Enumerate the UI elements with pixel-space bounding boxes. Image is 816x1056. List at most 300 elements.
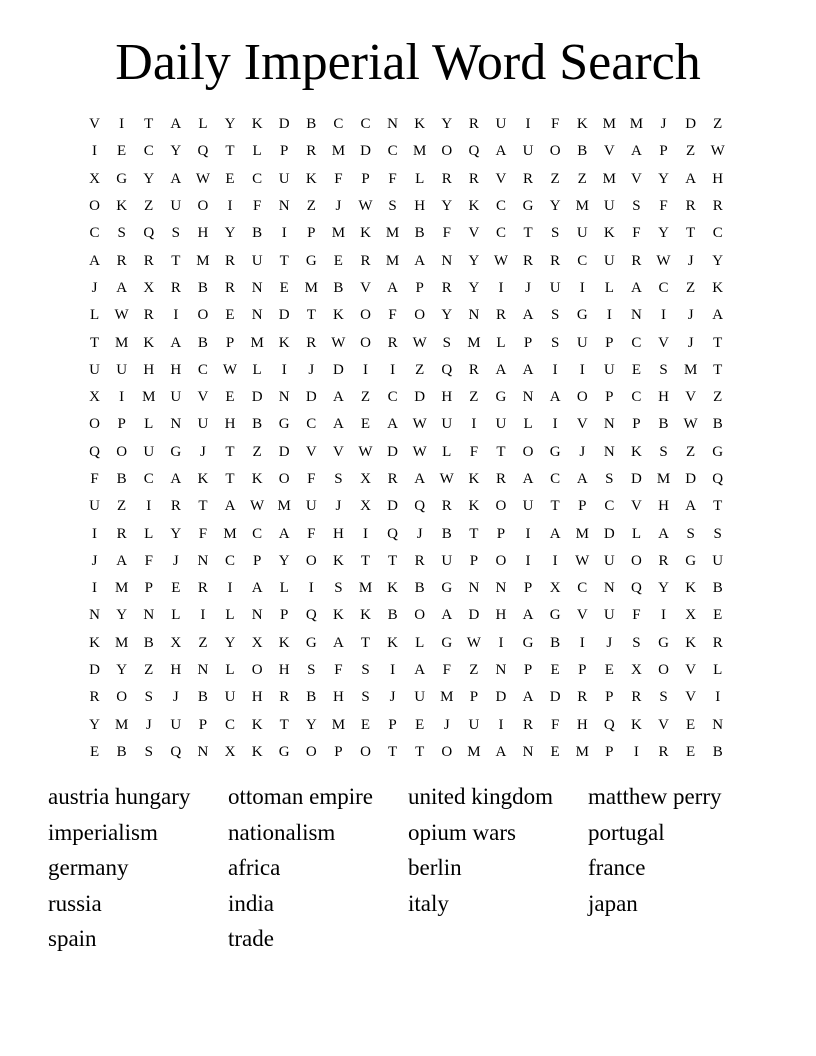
grid-letter: W: [358, 443, 373, 460]
grid-letter: Q: [414, 498, 426, 515]
grid-letter: L: [279, 580, 289, 597]
word-list-item: berlin: [408, 855, 462, 881]
grid-letter: S: [334, 580, 343, 597]
grid-letter: Z: [686, 443, 696, 460]
grid-letter: R: [89, 689, 100, 706]
grid-row: [81, 630, 733, 657]
grid-letter: T: [713, 361, 723, 378]
grid-letter: B: [387, 607, 398, 624]
grid-letter: U: [522, 143, 534, 160]
grid-letter: U: [441, 416, 453, 433]
grid-letter: P: [280, 143, 289, 160]
grid-letter: R: [631, 689, 642, 706]
grid-letter: B: [252, 225, 263, 242]
grid-letter: F: [550, 716, 560, 733]
grid-letter: O: [197, 307, 209, 324]
word-list-item: trade: [228, 926, 274, 952]
grid-letter: T: [387, 743, 398, 760]
grid-letter: Z: [117, 498, 127, 515]
grid-letter: G: [305, 252, 317, 269]
grid-letter: S: [442, 334, 451, 351]
grid-letter: H: [495, 607, 507, 624]
word-list-item: spain: [48, 926, 97, 952]
grid-letter: U: [170, 198, 182, 215]
grid-letter: R: [577, 689, 588, 706]
grid-letter: P: [523, 580, 533, 597]
grid-letter: M: [114, 716, 129, 733]
grid-letter: J: [91, 552, 98, 569]
grid-row: [81, 329, 733, 356]
grid-letter: C: [306, 416, 317, 433]
grid-letter: O: [360, 743, 371, 760]
grid-letter: M: [575, 525, 589, 542]
grid-letter: U: [170, 389, 182, 406]
grid-row: [81, 439, 733, 466]
grid-letter: B: [143, 634, 154, 651]
grid-letter: J: [606, 634, 613, 651]
grid-letter: P: [523, 334, 533, 351]
grid-letter: S: [171, 225, 180, 242]
grid-letter: T: [279, 716, 289, 733]
grid-letter: L: [442, 443, 452, 460]
grid-letter: U: [549, 279, 561, 296]
grid-letter: E: [713, 607, 723, 624]
grid-letter: M: [114, 580, 129, 597]
grid-letter: J: [200, 443, 206, 460]
grid-letter: P: [605, 689, 614, 706]
grid-letter: M: [142, 389, 156, 406]
grid-letter: I: [362, 361, 368, 378]
grid-letter: O: [414, 307, 426, 324]
grid-letter: I: [552, 361, 558, 378]
grid-letter: T: [279, 252, 289, 269]
word-list-item: nationalism: [228, 819, 336, 845]
grid-letter: M: [277, 498, 291, 515]
grid-letter: U: [603, 361, 615, 378]
grid-letter: N: [278, 198, 290, 215]
grid-letter: A: [522, 471, 534, 487]
grid-letter: L: [415, 170, 425, 187]
grid-letter: E: [225, 170, 235, 187]
grid-letter: H: [332, 689, 344, 706]
grid-letter: S: [659, 443, 668, 460]
grid-letter: V: [89, 116, 100, 133]
grid-letter: K: [305, 170, 317, 187]
word-list-item: africa: [228, 855, 281, 881]
grid-letter: D: [414, 389, 426, 406]
grid-letter: Z: [198, 634, 208, 651]
grid-letter: X: [251, 634, 263, 651]
grid-letter: M: [467, 743, 481, 760]
grid-letter: N: [89, 607, 100, 624]
grid-letter: O: [197, 198, 209, 215]
grid-letter: K: [251, 471, 263, 487]
grid-letter: P: [469, 552, 479, 569]
grid-letter: Z: [144, 662, 154, 679]
grid-letter: J: [443, 716, 450, 733]
grid-letter: C: [577, 580, 588, 597]
grid-letter: Z: [469, 389, 479, 406]
grid-letter: F: [469, 443, 479, 460]
grid-letter: L: [225, 662, 235, 679]
grid-letter: B: [116, 471, 127, 487]
grid-letter: K: [197, 471, 209, 487]
grid-letter: O: [360, 334, 371, 351]
grid-letter: W: [195, 170, 210, 187]
word-list: [48, 779, 788, 957]
grid-letter: O: [360, 307, 371, 324]
grid-letter: M: [358, 580, 373, 597]
grid-letter: E: [550, 662, 560, 679]
grid-letter: L: [631, 525, 641, 542]
word-list-item: united kingdom: [408, 784, 554, 809]
grid-letter: F: [252, 198, 262, 215]
grid-letter: X: [143, 279, 155, 296]
grid-letter: R: [143, 307, 154, 324]
grid-letter: M: [413, 143, 427, 160]
grid-letter: U: [414, 689, 426, 706]
grid-letter: M: [629, 116, 644, 133]
grid-letter: Q: [631, 580, 642, 597]
grid-letter: R: [523, 252, 534, 269]
grid-letter: J: [579, 443, 586, 460]
grid-letter: V: [576, 607, 588, 624]
grid-letter: E: [225, 389, 235, 406]
grid-letter: Z: [144, 198, 154, 215]
grid-letter: G: [549, 607, 561, 624]
grid-letter: P: [361, 170, 370, 187]
grid-letter: A: [441, 607, 453, 624]
grid-row: [81, 684, 733, 711]
grid-letter: T: [523, 225, 533, 242]
grid-letter: D: [603, 525, 615, 542]
grid-letter: H: [251, 689, 263, 706]
grid-letter: J: [335, 498, 342, 515]
grid-letter: R: [712, 198, 723, 215]
grid-letter: R: [712, 634, 723, 651]
grid-letter: G: [278, 416, 290, 433]
word-list-item: italy: [408, 890, 449, 916]
grid-letter: B: [252, 416, 263, 433]
grid-letter: S: [361, 689, 370, 706]
grid-letter: F: [307, 525, 316, 542]
grid-letter: A: [658, 525, 669, 542]
grid-letter: W: [358, 198, 373, 215]
grid-letter: L: [144, 416, 154, 433]
grid-letter: E: [360, 716, 371, 733]
grid-letter: K: [360, 607, 371, 624]
grid-letter: V: [658, 334, 669, 351]
grid-letter: M: [331, 143, 346, 160]
grid-letter: N: [197, 552, 209, 569]
grid-letter: S: [388, 198, 397, 215]
grid-letter: U: [116, 361, 128, 378]
grid-letter: U: [576, 225, 588, 242]
grid-letter: Z: [306, 198, 316, 215]
grid-letter: O: [278, 471, 290, 487]
grid-letter: R: [631, 252, 642, 269]
grid-letter: A: [685, 170, 697, 187]
grid-letter: V: [658, 716, 669, 733]
grid-letter: F: [90, 471, 99, 487]
grid-letter: T: [198, 498, 208, 515]
grid-letter: G: [278, 743, 290, 760]
grid-letter: U: [603, 252, 615, 269]
grid-letter: H: [278, 662, 290, 679]
grid-letter: I: [498, 634, 504, 651]
grid-letter: E: [550, 743, 560, 760]
grid-letter: W: [493, 252, 509, 269]
grid-letter: D: [549, 689, 561, 706]
grid-letter: A: [387, 279, 398, 296]
grid-letter: R: [116, 252, 127, 269]
grid-letter: Q: [89, 443, 100, 460]
grid-letter: M: [602, 116, 616, 133]
grid-letter: I: [552, 416, 558, 433]
grid-letter: D: [305, 389, 317, 406]
grid-letter: R: [306, 143, 317, 160]
grid-letter: U: [603, 198, 615, 215]
letter-grid: [81, 111, 733, 766]
grid-letter: A: [576, 471, 588, 487]
grid-letter: P: [198, 716, 208, 733]
grid-letter: I: [92, 580, 98, 597]
grid-letter: U: [89, 498, 100, 515]
grid-letter: K: [387, 634, 398, 651]
grid-letter: H: [170, 662, 182, 679]
grid-letter: D: [685, 471, 697, 487]
grid-letter: Y: [116, 607, 128, 624]
grid-letter: R: [495, 471, 506, 487]
grid-row: [81, 575, 733, 602]
grid-letter: G: [685, 552, 697, 569]
grid-letter: Y: [658, 225, 669, 242]
word-list-item: india: [228, 890, 274, 916]
grid-letter: S: [361, 662, 370, 679]
grid-letter: F: [550, 116, 560, 133]
grid-letter: R: [441, 279, 452, 296]
grid-letter: R: [360, 252, 371, 269]
grid-letter: Z: [577, 170, 587, 187]
grid-letter: L: [252, 143, 262, 160]
grid-letter: W: [331, 334, 346, 351]
grid-letter: T: [415, 743, 425, 760]
grid-letter: J: [389, 689, 396, 706]
grid-letter: J: [172, 552, 179, 569]
word-list-item: russia: [48, 890, 102, 916]
grid-letter: A: [278, 525, 290, 542]
grid-letter: A: [170, 471, 182, 487]
grid-letter: Z: [360, 389, 371, 406]
grid-letter: P: [605, 334, 614, 351]
grid-letter: R: [143, 252, 154, 269]
grid-letter: K: [631, 443, 642, 460]
grid-letter: D: [495, 689, 507, 706]
grid-letter: U: [576, 334, 588, 351]
grid-letter: X: [170, 634, 182, 651]
grid-letter: R: [523, 170, 534, 187]
grid-row: [81, 220, 733, 247]
grid-letter: S: [632, 634, 641, 651]
grid-letter: V: [197, 389, 209, 406]
grid-letter: A: [549, 389, 561, 406]
grid-letter: J: [687, 334, 694, 351]
grid-letter: K: [576, 116, 588, 133]
grid-letter: Y: [143, 170, 155, 187]
grid-letter: I: [227, 198, 233, 215]
grid-letter: R: [495, 307, 506, 324]
grid-letter: K: [332, 607, 344, 624]
grid-letter: I: [146, 498, 152, 515]
grid-letter: O: [305, 552, 317, 569]
grid-letter: K: [468, 498, 480, 515]
grid-letter: T: [713, 498, 723, 515]
grid-letter: Q: [143, 225, 155, 242]
grid-row: [81, 275, 733, 302]
grid-letter: Y: [658, 170, 669, 187]
grid-letter: M: [114, 634, 129, 651]
grid-row: [81, 739, 733, 766]
grid-letter: R: [468, 116, 479, 133]
grid-letter: V: [576, 416, 588, 433]
grid-letter: C: [495, 198, 506, 215]
grid-letter: F: [307, 471, 316, 487]
grid-letter: I: [119, 116, 125, 133]
grid-letter: W: [412, 416, 427, 433]
grid-letter: A: [116, 552, 128, 569]
grid-letter: I: [498, 279, 504, 296]
grid-letter: K: [603, 225, 615, 242]
grid-letter: I: [200, 607, 206, 624]
grid-letter: P: [280, 607, 289, 624]
grid-letter: I: [579, 634, 585, 651]
grid-letter: F: [144, 552, 153, 569]
grid-letter: Y: [712, 252, 724, 269]
grid-letter: H: [658, 389, 669, 406]
grid-letter: C: [89, 225, 100, 242]
grid-letter: Q: [305, 607, 317, 624]
grid-letter: K: [468, 471, 480, 487]
grid-letter: B: [658, 416, 669, 433]
grid-letter: Y: [549, 198, 561, 215]
grid-letter: T: [225, 471, 235, 487]
grid-letter: W: [222, 361, 238, 378]
grid-letter: Y: [441, 307, 453, 324]
grid-letter: B: [550, 634, 561, 651]
grid-letter: U: [495, 116, 507, 133]
grid-letter: F: [632, 225, 641, 242]
word-list-item: japan: [588, 890, 638, 916]
grid-letter: E: [415, 716, 425, 733]
grid-letter: F: [198, 525, 208, 542]
grid-letter: L: [252, 361, 262, 378]
grid-letter: C: [225, 552, 236, 569]
grid-letter: A: [522, 307, 534, 324]
grid-letter: J: [416, 525, 423, 542]
grid-letter: K: [712, 279, 724, 296]
grid-letter: A: [712, 307, 724, 324]
grid-letter: E: [89, 743, 100, 760]
grid-letter: R: [550, 252, 561, 269]
grid-letter: W: [466, 634, 481, 651]
grid-letter: T: [225, 143, 235, 160]
grid-letter: Q: [603, 716, 615, 733]
grid-letter: P: [415, 279, 424, 296]
grid-letter: P: [388, 716, 397, 733]
grid-letter: N: [603, 443, 615, 460]
grid-letter: T: [171, 252, 181, 269]
grid-letter: U: [468, 716, 480, 733]
grid-letter: K: [332, 307, 344, 324]
grid-letter: B: [414, 580, 425, 597]
grid-letter: U: [305, 498, 317, 515]
grid-letter: E: [279, 279, 289, 296]
grid-letter: T: [144, 116, 154, 133]
grid-letter: J: [145, 716, 152, 733]
grid-letter: N: [712, 716, 724, 733]
grid-row: [81, 493, 733, 520]
grid-letter: B: [712, 416, 723, 433]
grid-letter: F: [334, 662, 343, 679]
grid-letter: Y: [468, 252, 480, 269]
grid-letter: I: [525, 552, 531, 569]
grid-letter: K: [360, 225, 371, 242]
grid-letter: Y: [89, 716, 100, 733]
grid-letter: F: [388, 307, 397, 324]
grid-letter: X: [89, 389, 100, 406]
grid-letter: B: [197, 689, 208, 706]
grid-letter: A: [224, 498, 236, 515]
grid-letter: U: [495, 416, 507, 433]
grid-letter: K: [143, 334, 155, 351]
grid-letter: V: [332, 443, 344, 460]
grid-letter: C: [495, 225, 506, 242]
grid-letter: P: [523, 662, 533, 679]
grid-letter: C: [712, 225, 723, 242]
grid-letter: E: [333, 252, 343, 269]
grid-letter: F: [442, 225, 451, 242]
grid-row: [81, 466, 733, 493]
grid-letter: P: [605, 389, 614, 406]
grid-letter: D: [631, 471, 642, 487]
grid-row: [81, 166, 733, 193]
grid-letter: P: [144, 580, 153, 597]
grid-letter: M: [114, 334, 129, 351]
grid-letter: O: [116, 689, 128, 706]
grid-letter: J: [525, 279, 531, 296]
grid-row: [81, 138, 733, 165]
grid-letter: V: [631, 170, 642, 187]
grid-letter: W: [710, 143, 725, 160]
grid-letter: A: [414, 252, 426, 269]
grid-letter: R: [225, 279, 236, 296]
grid-letter: Y: [441, 198, 453, 215]
grid-letter: U: [170, 716, 182, 733]
grid-letter: V: [360, 279, 371, 296]
grid-letter: K: [116, 198, 128, 215]
grid-letter: G: [549, 443, 561, 460]
grid-letter: V: [631, 498, 642, 515]
grid-letter: S: [686, 525, 695, 542]
grid-letter: T: [387, 552, 398, 569]
grid-letter: E: [604, 662, 614, 679]
grid-letter: N: [278, 389, 290, 406]
word-list-item: germany: [48, 855, 129, 881]
grid-letter: I: [390, 361, 396, 378]
grid-letter: C: [387, 143, 398, 160]
grid-letter: E: [117, 143, 127, 160]
grid-letter: Y: [224, 225, 236, 242]
